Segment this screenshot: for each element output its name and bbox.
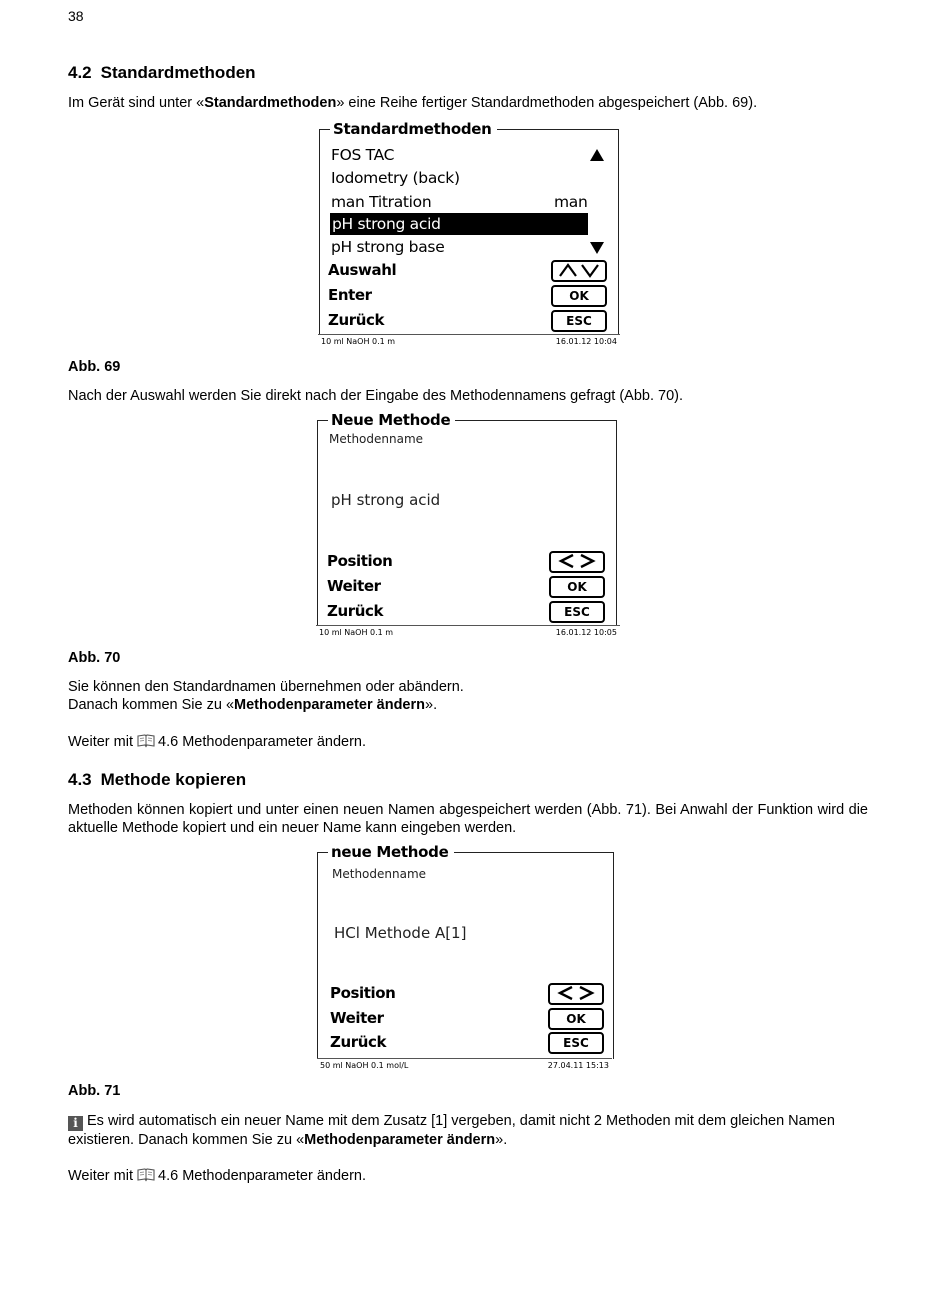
text-span: Weiter mit <box>68 734 133 750</box>
method-mode-value: man <box>554 193 588 211</box>
text-bold: Methodenparameter ändern <box>234 697 425 713</box>
text-line: Sie können den Standardnamen übernehmen oder abändern. <box>68 679 464 695</box>
status-bar <box>318 334 620 348</box>
ok-key-button[interactable]: OK <box>548 1008 604 1030</box>
section-4-3-intro: Methoden können kopiert und unter einen neuen Namen abgespeichert werden (Abb. 71). Bei Anwahl der Funktion wird die aktuelle Methode kopiert und ein neuer Name kann eingeben werden. <box>68 802 868 836</box>
left-right-chevron-icon <box>555 553 599 569</box>
weiter-reference-2 <box>68 1167 366 1185</box>
info-icon: i <box>68 1116 83 1131</box>
device-screen-standardmethoden <box>318 120 620 348</box>
status-bar <box>316 625 620 639</box>
position-label: Position <box>327 552 393 570</box>
status-reagent: 10 ml NaOH 0.1 m <box>321 337 396 346</box>
method-name-input[interactable]: HCl Methode A[1] <box>334 924 467 942</box>
ok-key-button[interactable]: OK <box>551 285 607 307</box>
section-title: Methode kopieren <box>100 770 247 789</box>
triangle-down-icon[interactable] <box>590 242 604 254</box>
page-number: 38 <box>68 8 84 24</box>
status-bar <box>317 1058 612 1072</box>
section-heading-4-3 <box>68 770 246 790</box>
device-screen-neue-methode-copy <box>315 843 620 1072</box>
section-heading-4-2 <box>68 63 256 83</box>
book-icon <box>137 734 155 748</box>
left-right-key-button[interactable] <box>549 551 605 573</box>
weiter-label: Weiter <box>327 577 381 595</box>
enter-label: Enter <box>328 286 372 304</box>
intro-text-end: » eine Reihe fertiger Standardmethoden abgespeichert (Abb. 69). <box>336 95 758 111</box>
up-down-chevron-icon <box>557 262 601 278</box>
cross-reference-link[interactable]: 4.6 Methodenparameter ändern. <box>158 1168 367 1184</box>
text-line <box>68 696 464 714</box>
weiter-label: Weiter <box>330 1009 384 1027</box>
method-list-item[interactable]: Iodometry (back) <box>331 169 460 187</box>
intro-bold: Standardmethoden <box>204 95 337 111</box>
status-reagent: 10 ml NaOH 0.1 m <box>319 628 394 637</box>
cross-reference-link[interactable]: 4.6 Methodenparameter ändern. <box>158 734 367 750</box>
info-note <box>68 1112 868 1149</box>
up-down-key-button[interactable] <box>551 260 607 282</box>
intro-text: Im Gerät sind unter « <box>68 95 205 111</box>
auswahl-label: Auswahl <box>328 261 397 279</box>
status-datetime: 16.01.12 10:05 <box>555 628 617 637</box>
screen-title: neue Methode <box>328 842 454 862</box>
text-span: ». <box>495 1132 508 1148</box>
method-name-input[interactable]: pH strong acid <box>331 491 441 509</box>
screen-title: Neue Methode <box>328 410 455 430</box>
device-screen-neue-methode <box>316 411 620 639</box>
section-4-2-intro <box>68 94 757 112</box>
method-list-item[interactable]: man Titration <box>331 193 432 211</box>
methodenname-label: Methodenname <box>332 867 427 881</box>
zurueck-label: Zurück <box>327 602 384 620</box>
zurueck-label: Zurück <box>328 311 385 329</box>
esc-key-button[interactable]: ESC <box>551 310 607 332</box>
book-icon <box>137 1168 155 1182</box>
section-number: 4.3 <box>68 770 92 789</box>
esc-key-button[interactable]: ESC <box>548 1032 604 1054</box>
text-bold: Methodenparameter ändern <box>304 1132 496 1148</box>
paragraph-after-69: Nach der Auswahl werden Sie direkt nach der Eingabe des Methodennamens gefragt (Abb. 70). <box>68 388 684 404</box>
text-span: Danach kommen Sie zu « <box>68 697 235 713</box>
method-list-item-selected[interactable]: pH strong acid <box>330 213 588 235</box>
text-span: Weiter mit <box>68 1168 133 1184</box>
ok-key-button[interactable]: OK <box>549 576 605 598</box>
text-span: Es wird automatisch ein neuer Name mit dem Zusatz [1] vergeben, damit nicht 2 Methoden mit dem gleichen Namen existieren. Danach kommen Sie zu « <box>68 1113 835 1148</box>
figure-caption-71: Abb. 71 <box>68 1083 121 1099</box>
esc-key-button[interactable]: ESC <box>549 601 605 623</box>
paragraph-after-70 <box>68 678 464 714</box>
section-title: Standardmethoden <box>100 63 256 82</box>
status-reagent: 50 ml NaOH 0.1 mol/L <box>320 1061 409 1070</box>
weiter-reference-1 <box>68 733 366 751</box>
section-number: 4.2 <box>68 63 92 82</box>
method-list-item[interactable]: pH strong base <box>331 238 445 256</box>
left-right-key-button[interactable] <box>548 983 604 1005</box>
status-datetime: 16.01.12 10:04 <box>555 337 617 346</box>
text-span: ». <box>425 697 438 713</box>
triangle-up-icon[interactable] <box>590 149 604 161</box>
zurueck-label: Zurück <box>330 1033 387 1051</box>
method-list-item[interactable]: FOS TAC <box>331 146 395 164</box>
figure-caption-69: Abb. 69 <box>68 359 121 375</box>
position-label: Position <box>330 984 396 1002</box>
figure-caption-70: Abb. 70 <box>68 650 121 666</box>
status-datetime: 27.04.11 15:13 <box>547 1061 609 1070</box>
left-right-chevron-icon <box>554 985 598 1001</box>
methodenname-label: Methodenname <box>329 432 424 446</box>
screen-title: Standardmethoden <box>330 119 497 139</box>
